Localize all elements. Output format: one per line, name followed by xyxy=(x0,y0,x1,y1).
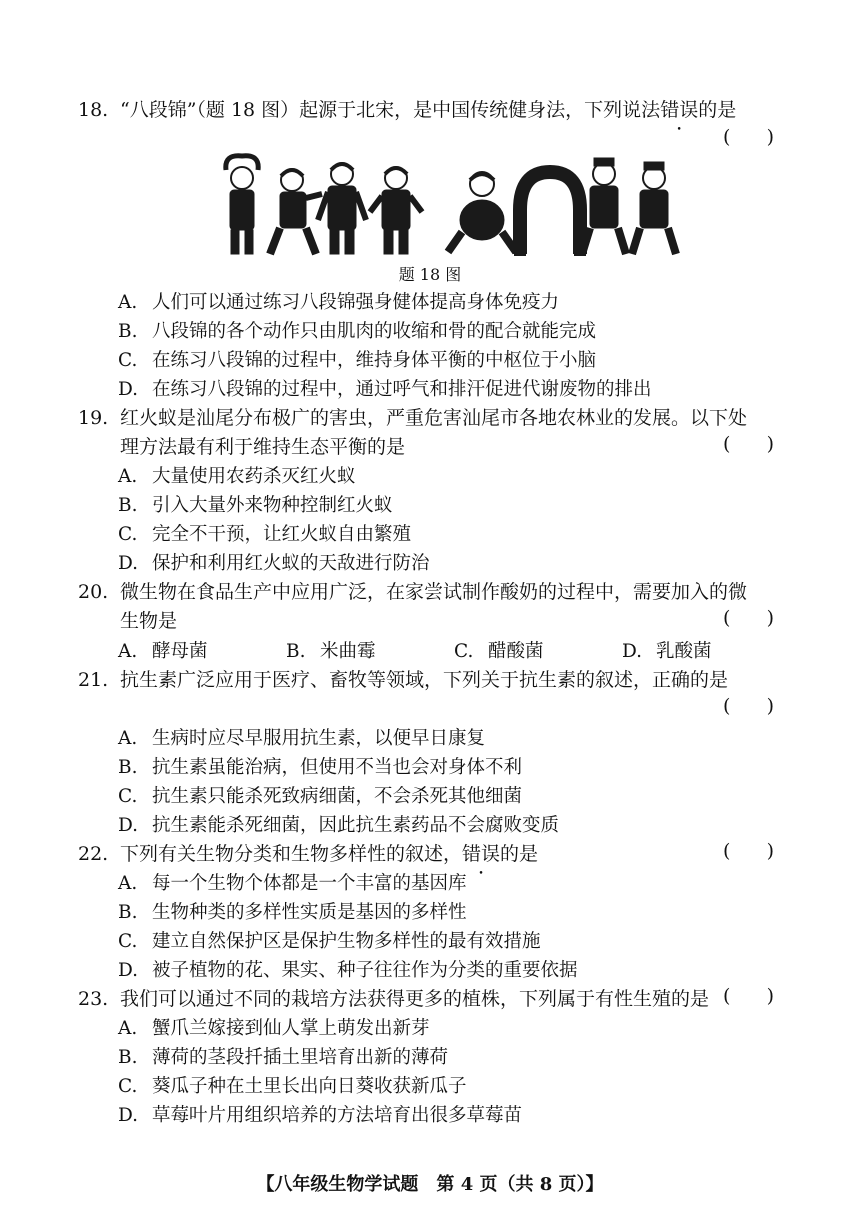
question-stem-line1: 红火蚁是汕尾分布极广的害虫，严重危害汕尾市各地农林业的发展。以下处 xyxy=(120,407,748,429)
question-stem-line1: 微生物在食品生产中应用广泛，在家尝试制作酸奶的过程中，需要加入的微 xyxy=(120,581,748,603)
option-d: D. 在练习八段锦的过程中，通过呼气和排汗促进代谢废物的排出 xyxy=(118,379,652,400)
question-number: 22. xyxy=(78,843,109,865)
option-row xyxy=(118,637,790,666)
question-number: 18. xyxy=(78,99,109,121)
answer-bracket: ( ) xyxy=(722,695,774,717)
question-20 xyxy=(78,578,788,636)
option-c: C. 建立自然保护区是保护生物多样性的最有效措施 xyxy=(118,931,541,952)
page-footer: 【八年级生物学试题 第 4 页（共 8 页）】 xyxy=(256,1174,604,1195)
person-posture-7-icon xyxy=(582,158,626,254)
option-b: B. 生物种类的多样性实质是基因的多样性 xyxy=(118,902,467,923)
question-stem-line1: 抗生素广泛应用于医疗、畜牧等领域，下列关于抗生素的叙述，正确的是 xyxy=(120,669,729,691)
question-22 xyxy=(78,840,788,869)
question-23 xyxy=(78,985,788,1014)
question-stem: 下列有关生物分类和生物多样性的叙述，错误的是 xyxy=(120,843,539,865)
answer-bracket: ( ) xyxy=(722,607,774,629)
question-number: 23. xyxy=(78,988,109,1010)
answer-bracket: ( ) xyxy=(722,126,774,148)
option-c: C. 葵瓜子种在土里长出向日葵收获新瓜子 xyxy=(118,1076,467,1097)
question-stem-line2: 生物是 xyxy=(120,610,178,632)
person-posture-5-icon xyxy=(448,172,516,252)
figure-caption: 题 18 图 xyxy=(398,265,462,284)
question-number: 21. xyxy=(78,669,109,691)
question-19 xyxy=(78,404,788,462)
option-a: A. 生病时应尽早服用抗生素，以便早日康复 xyxy=(118,728,486,749)
question-number: 19. xyxy=(78,407,109,429)
option-d: D. 乳酸菌 xyxy=(622,641,712,662)
answer-bracket: ( ) xyxy=(722,985,774,1007)
option-d: D. 保护和利用红火蚁的天敌进行防治 xyxy=(118,553,430,574)
question-stem-line2: 理方法最有利于维持生态平衡的是 xyxy=(120,436,406,458)
person-posture-8-icon xyxy=(632,162,676,254)
question-18 xyxy=(78,96,788,125)
question-stem-line1: 我们可以通过不同的栽培方法获得更多的植株，下列属于有性生殖的是 xyxy=(120,988,710,1010)
option-d: D. 被子植物的花、果实、种子往往作为分类的重要依据 xyxy=(118,960,578,981)
person-posture-6-icon xyxy=(514,172,586,254)
option-c: C. 醋酸菌 xyxy=(454,641,544,662)
question-21 xyxy=(78,666,788,695)
option-a: A. 蟹爪兰嫁接到仙人掌上萌发出新芽 xyxy=(118,1018,430,1039)
person-posture-2-icon xyxy=(270,169,322,254)
option-b: B. 抗生素虽能治病，但使用不当也会对身体不利 xyxy=(118,757,523,778)
option-c: C. 抗生素只能杀死致病细菌，不会杀死其他细菌 xyxy=(118,786,523,807)
person-posture-1-icon xyxy=(226,156,258,254)
option-c: C. 完全不干预，让红火蚁自由繁殖 xyxy=(118,524,412,545)
answer-bracket: ( ) xyxy=(722,840,774,862)
option-b: B. 薄荷的茎段扦插土里培育出新的薄荷 xyxy=(118,1047,449,1068)
option-a: A. 酵母菌 xyxy=(118,641,208,662)
answer-bracket: ( ) xyxy=(722,433,774,455)
option-b: B. 米曲霉 xyxy=(286,641,376,662)
option-a: A. 大量使用农药杀灭红火蚁 xyxy=(118,466,356,487)
option-a: A. 人们可以通过练习八段锦强身健体提高身体免疫力 xyxy=(118,292,560,313)
question-stem: “八段锦”（题 18 图）起源于北宋，是中国传统健身法，下列说法错误的是 xyxy=(120,99,737,121)
option-b: B. 八段锦的各个动作只由肌肉的收缩和骨的配合就能完成 xyxy=(118,321,597,342)
baduanjin-figure xyxy=(220,150,680,260)
person-posture-4-icon xyxy=(370,167,422,254)
option-d: D. 草莓叶片用组织培养的方法培育出很多草莓苗 xyxy=(118,1105,523,1126)
question-number: 20. xyxy=(78,581,109,603)
emphasis-text: 错误 xyxy=(660,99,699,121)
emphasis-text: 错误 xyxy=(462,843,501,865)
option-c: C. 在练习八段锦的过程中，维持身体平衡的中枢位于小脑 xyxy=(118,350,597,371)
option-d: D. 抗生素能杀死细菌，因此抗生素药品不会腐败变质 xyxy=(118,815,560,836)
option-b: B. 引入大量外来物种控制红火蚁 xyxy=(118,495,393,516)
option-a: A. 每一个生物个体都是一个丰富的基因库 xyxy=(118,873,467,894)
person-posture-3-icon xyxy=(318,163,366,254)
